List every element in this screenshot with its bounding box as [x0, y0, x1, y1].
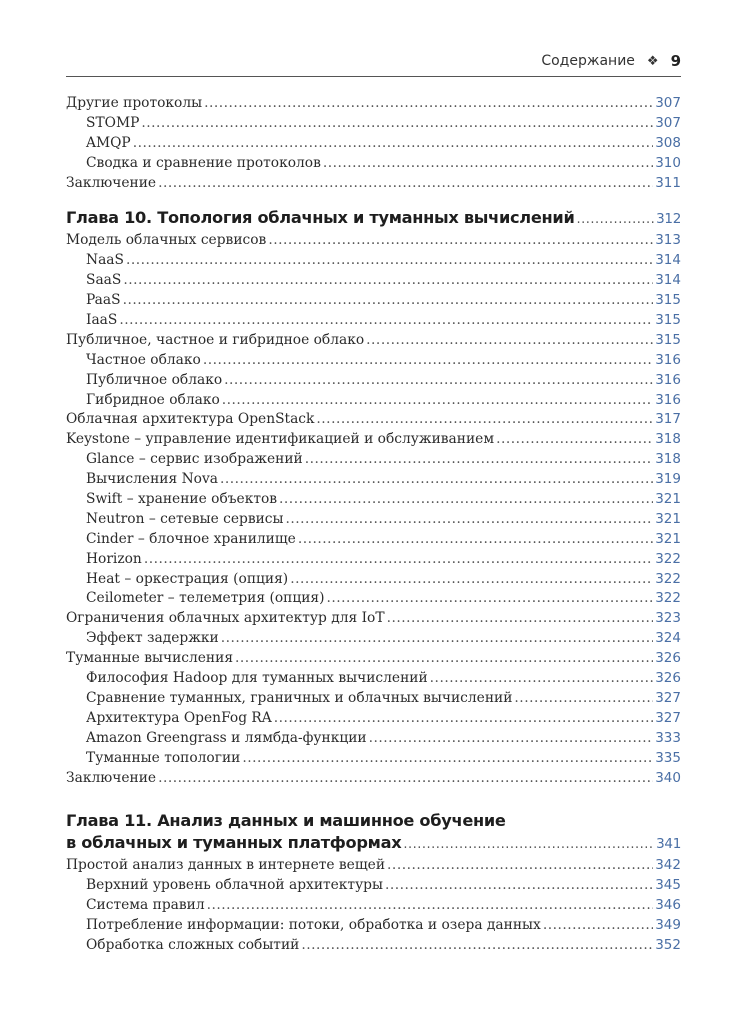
leader-dots: [387, 856, 653, 876]
toc-entry-title: Glance – сервис изображений: [86, 451, 303, 468]
toc-entry[interactable]: [66, 231, 681, 251]
leader-dots: [144, 550, 653, 570]
toc-entry-page: 314: [655, 272, 681, 289]
leader-dots: [290, 570, 653, 590]
toc-entry-title: Гибридное облако: [86, 391, 220, 408]
toc-entry[interactable]: [66, 550, 681, 570]
toc-entry-page: 327: [655, 709, 681, 726]
toc-entry-title: Keystone – управление идентификацией и обслуживанием: [66, 431, 495, 448]
toc-entry-title: PaaS: [86, 292, 121, 309]
leader-dots: [123, 291, 654, 311]
header-divider: [66, 76, 681, 77]
toc-entry[interactable]: [66, 154, 681, 174]
toc-entry[interactable]: [66, 896, 681, 916]
toc-entry-title: SaaS: [86, 272, 122, 289]
toc-entry-page: 352: [655, 936, 681, 953]
leader-dots: [369, 729, 654, 749]
toc-entry-page: 342: [655, 857, 681, 874]
leader-dots: [221, 629, 654, 649]
toc-entry-page: 310: [655, 154, 681, 171]
toc-entry-page: 307: [655, 95, 681, 111]
toc-entry-title: Модель облачных сервисов: [66, 232, 267, 249]
leader-dots: [224, 371, 653, 391]
toc-group-1: [66, 94, 681, 193]
toc-entry-page: 318: [655, 451, 681, 468]
chapter-10-heading[interactable]: [66, 207, 681, 229]
leader-dots: [323, 154, 653, 174]
leader-dots: [327, 589, 654, 609]
toc-entry-title: AMQP: [86, 134, 131, 151]
chapter-title: Глава 10. Топология облачных и туманных вычислений: [66, 208, 575, 228]
toc-entry[interactable]: [66, 490, 681, 510]
leader-dots: [158, 174, 653, 194]
toc-entry-page: 316: [655, 351, 681, 368]
leader-dots: [366, 331, 653, 351]
toc-entry-title: Neutron – сетевые сервисы: [86, 510, 284, 527]
toc-entry-title: Cinder – блочное хранилище: [86, 530, 296, 547]
leader-dots: [158, 769, 653, 789]
toc-entry-page: 313: [655, 232, 681, 249]
toc-entry[interactable]: [66, 251, 681, 271]
chapter-11-heading[interactable]: [66, 810, 681, 854]
toc-entry-page: 333: [655, 729, 681, 746]
toc-entry[interactable]: [66, 410, 681, 430]
toc-entry[interactable]: [66, 570, 681, 590]
leader-dots: [496, 430, 653, 450]
toc-entry-page: 321: [655, 510, 681, 527]
toc-entry-page: 315: [655, 312, 681, 329]
leader-dots: [141, 114, 653, 134]
toc-entry-page: 327: [655, 689, 681, 706]
toc-entry-title: Частное облако: [86, 351, 201, 368]
toc-entry-title: Heat – оркестрация (опция): [86, 570, 289, 587]
toc-entry-title: STOMP: [86, 114, 140, 131]
toc-entry[interactable]: [66, 291, 681, 311]
toc-entry[interactable]: [66, 769, 681, 789]
toc-entry-page: 307: [655, 114, 681, 131]
leader-dots: [385, 876, 653, 896]
toc-entry[interactable]: [66, 311, 681, 331]
table-of-contents: [66, 94, 681, 956]
toc-entry-title: Ceilometer – телеметрия (опция): [86, 590, 325, 607]
toc-entry-title: Публичное, частное и гибридное облако: [66, 331, 365, 348]
toc-entry[interactable]: [66, 391, 681, 411]
toc-entry[interactable]: [66, 856, 681, 876]
toc-entry-page: 308: [655, 134, 681, 151]
toc-entry[interactable]: [66, 94, 681, 114]
diamond-ornament-icon: ❖: [646, 53, 659, 69]
toc-entry[interactable]: [66, 271, 681, 291]
toc-entry-page: 314: [655, 252, 681, 269]
leader-dots: [235, 649, 653, 669]
toc-entry[interactable]: [66, 916, 681, 936]
toc-entry[interactable]: [66, 669, 681, 689]
toc-entry[interactable]: [66, 174, 681, 194]
chapter-title-line1: Глава 11. Анализ данных и машинное обучение: [66, 811, 506, 831]
toc-entry[interactable]: [66, 709, 681, 729]
toc-entry[interactable]: [66, 936, 681, 956]
leader-dots: [279, 490, 653, 510]
toc-entry-title: Amazon Greengrass и лямбда-функции: [86, 729, 367, 746]
toc-entry-title: Философия Hadoop для туманных вычислений: [86, 670, 428, 687]
leader-dots: [119, 311, 653, 331]
leader-dots: [301, 936, 653, 956]
leader-dots: [387, 609, 654, 629]
toc-entry[interactable]: [66, 729, 681, 749]
toc-entry-title: Заключение: [66, 174, 157, 191]
toc-entry-page: 316: [655, 391, 681, 408]
leader-dots: [133, 134, 654, 154]
toc-entry-title: Архитектура OpenFog RA: [86, 709, 272, 726]
toc-entry-title: Обработка сложных событий: [86, 936, 300, 953]
toc-entry-title: Ограничения облачных архитектур для IoT: [66, 610, 385, 627]
toc-entry-page: 317: [655, 411, 681, 428]
page-number: 9: [670, 52, 681, 70]
toc-entry-title: Потребление информации: потоки, обработка и озера данных: [86, 917, 541, 934]
leader-dots: [126, 251, 653, 271]
toc-entry-title: Вычисления Nova: [86, 471, 218, 488]
leader-dots: [514, 689, 653, 709]
toc-entry-page: 323: [655, 610, 681, 627]
leader-dots: [123, 271, 653, 291]
toc-entry[interactable]: [66, 134, 681, 154]
toc-entry-page: 340: [655, 769, 681, 786]
toc-entry-title: Другие протоколы: [66, 95, 203, 111]
running-header: [66, 52, 681, 76]
toc-entry-title: Облачная архитектура OpenStack: [66, 411, 315, 428]
leader-dots: [268, 231, 653, 251]
toc-entry[interactable]: [66, 629, 681, 649]
leader-dots: [316, 410, 653, 430]
toc-entry-title: Туманные вычисления: [66, 650, 234, 667]
toc-entry-page: 346: [655, 897, 681, 914]
toc-entry[interactable]: [66, 876, 681, 896]
toc-entry-page: 315: [655, 292, 681, 309]
toc-entry-page: 326: [655, 650, 681, 667]
toc-entry-page: 318: [655, 431, 681, 448]
toc-entry-title: Туманные топологии: [86, 749, 241, 766]
leader-dots: [286, 510, 654, 530]
toc-entry[interactable]: [66, 371, 681, 391]
toc-entry[interactable]: [66, 351, 681, 371]
toc-entry-title: Эффект задержки: [86, 630, 219, 647]
toc-entry[interactable]: [66, 430, 681, 450]
toc-entry[interactable]: [66, 609, 681, 629]
toc-entry-page: 345: [655, 877, 681, 894]
toc-entry-page: 311: [655, 174, 681, 191]
toc-entry-page: 322: [655, 550, 681, 567]
toc-entry-title: Сводка и сравнение протоколов: [86, 154, 321, 171]
leader-dots: [203, 351, 653, 371]
toc-entry[interactable]: [66, 331, 681, 351]
toc-entry-page: 335: [655, 749, 681, 766]
running-header-right: [541, 52, 681, 70]
toc-group-2: [66, 231, 681, 788]
leader-dots: [543, 916, 653, 936]
chapter-title-line2: в облачных и туманных платформах: [66, 833, 402, 853]
toc-entry-title: Заключение: [66, 769, 157, 786]
leader-dots: [222, 391, 653, 411]
toc-entry[interactable]: [66, 649, 681, 669]
toc-entry-page: 324: [655, 630, 681, 647]
leader-dots: [204, 94, 653, 114]
toc-entry[interactable]: [66, 530, 681, 550]
leader-dots: [207, 896, 654, 916]
toc-entry[interactable]: [66, 450, 681, 470]
toc-entry[interactable]: [66, 510, 681, 530]
toc-entry-page: 326: [655, 670, 681, 687]
toc-entry-page: 321: [655, 530, 681, 547]
toc-entry[interactable]: [66, 114, 681, 134]
toc-entry-title: Horizon: [86, 550, 142, 567]
toc-entry-title: IaaS: [86, 312, 118, 329]
leader-dots: [298, 530, 653, 550]
toc-entry-title: Верхний уровень облачной архитектуры: [86, 877, 383, 894]
toc-entry-page: 316: [655, 371, 681, 388]
toc-entry-page: 319: [655, 471, 681, 488]
toc-entry-title: Swift – хранение объектов: [86, 491, 278, 508]
toc-entry-title: NaaS: [86, 252, 124, 269]
toc-entry-page: 349: [655, 917, 681, 934]
chapter-page: 312: [656, 211, 681, 228]
leader-dots: [242, 749, 653, 769]
toc-entry-page: 322: [655, 590, 681, 607]
section-title: Содержание: [541, 53, 635, 69]
leader-dots: [220, 470, 653, 490]
toc-entry[interactable]: [66, 470, 681, 490]
leader-dots: [403, 834, 654, 856]
toc-entry-title: Простой анализ данных в интернете вещей: [66, 857, 386, 874]
toc-entry-title: Система правил: [86, 897, 205, 914]
toc-entry-title: Сравнение туманных, граничных и облачных вычислений: [86, 689, 513, 706]
toc-entry-title: Публичное облако: [86, 371, 223, 388]
chapter-page: 341: [656, 836, 681, 853]
toc-entry[interactable]: [66, 749, 681, 769]
toc-entry[interactable]: [66, 689, 681, 709]
leader-dots: [274, 709, 653, 729]
toc-entry-page: 322: [655, 570, 681, 587]
leader-dots: [577, 209, 655, 231]
toc-entry-page: 315: [655, 331, 681, 348]
toc-entry[interactable]: [66, 589, 681, 609]
leader-dots: [430, 669, 654, 689]
toc-group-3: [66, 856, 681, 955]
toc-entry-page: 321: [655, 491, 681, 508]
leader-dots: [305, 450, 653, 470]
